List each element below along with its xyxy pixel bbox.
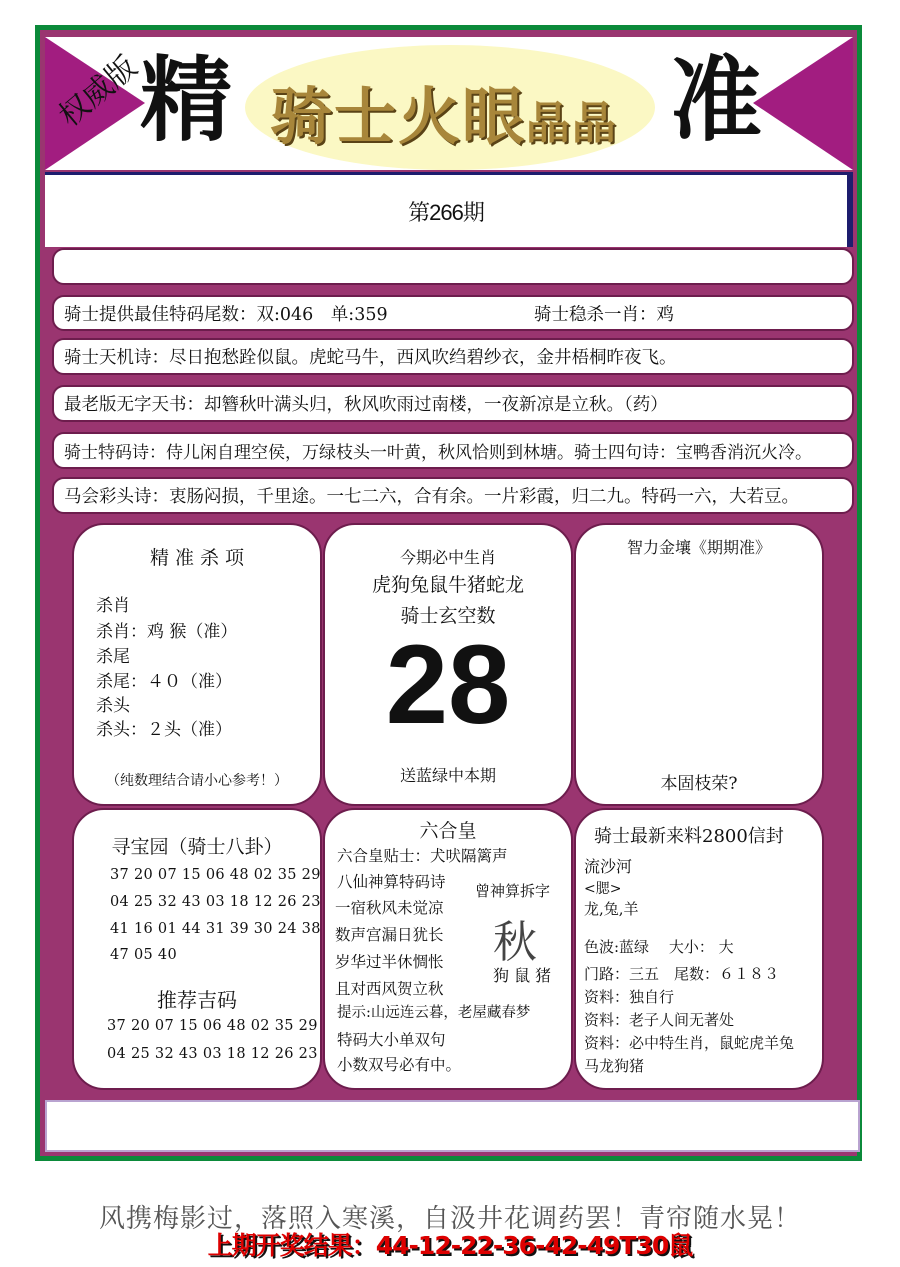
row-poem-3: 骑士特码诗：侍儿闲自理空侯，万绿枝头一叶黄，秋风恰则到林塘。骑士四句诗：宝鸭香消沉火冷。 (52, 432, 854, 469)
period-label: 第266期 (45, 172, 853, 247)
last-result: 上期开奖结果：44-12-22-36-42-49T30鼠 (207, 1231, 693, 1260)
number-line: 04 25 32 43 03 18 12 26 23 (107, 1046, 318, 1062)
center-box (323, 523, 573, 806)
row-poem-4: 马会彩头诗：衷肠闷损，千里途。一七二六，合有余。一片彩霞，归二九。特码一六，大若豆。 (52, 477, 854, 514)
latest-line: 龙,兔,羊 (584, 900, 639, 918)
number-line: 37 20 07 15 06 48 02 35 29 (110, 867, 321, 883)
center-line: 今期必中生肖 (399, 548, 496, 567)
row-kill-zodiac: 骑士稳杀一肖：鸡 (534, 304, 674, 325)
number-line: 41 16 01 44 31 39 30 24 38 (110, 921, 321, 937)
liuhe-tip: 六合皇贴士：犬吠隔篱声 (337, 847, 508, 865)
kill-title: 精 准 杀 项 (149, 547, 245, 569)
treasure-box (72, 808, 322, 1090)
row-tail-numbers (52, 295, 854, 331)
left-char: 精 (140, 47, 233, 154)
poem-line: 岁华过半休惆怅 (335, 953, 444, 971)
poem-line: 数声宫漏日犹长 (335, 926, 444, 944)
zhili-box (574, 523, 824, 806)
liuhe-hint: 提示:山远连云暮，老屋藏春梦 (337, 1005, 531, 1021)
latest-line: <腮> (584, 881, 622, 897)
blank-row (52, 248, 854, 285)
latest-info: 资料：必中特生肖，鼠蛇虎羊兔 (584, 1034, 795, 1052)
authority-label: 权威版 (52, 49, 144, 135)
row-text: 骑士提供最佳特码尾数：双:046 单:359 (64, 304, 388, 325)
zhili-title: 智力金壤《期期准》 (626, 538, 771, 557)
latest-title: 骑士最新来料2800信封 (594, 826, 784, 847)
kill-line: 杀肖 (96, 596, 130, 616)
latest-info: 资料：老子人间无著处 (584, 1011, 735, 1029)
latest-box (574, 808, 824, 1090)
poem-line: 八仙神算特码诗 (337, 873, 446, 891)
lucky-number: 28 (385, 622, 511, 747)
kill-line: 杀头：２头（准） (96, 720, 232, 740)
treasure-title: 寻宝园（骑士八卦） (111, 836, 283, 858)
kill-line: 杀头 (96, 696, 130, 716)
latest-door: 门路：三五 尾数：６１８３ (584, 965, 780, 983)
liuhe-title: 六合皇 (419, 820, 477, 842)
kill-line: 杀肖：鸡 猴（准） (96, 622, 238, 642)
kill-line: 杀尾：４０（准） (96, 672, 232, 692)
center-zodiacs: 虎狗兔鼠牛猪蛇龙 (371, 574, 524, 596)
number-line: 37 20 07 15 06 48 02 35 29 (107, 1018, 318, 1034)
center-line: 送蓝绿中本期 (399, 766, 496, 785)
right-char: 准 (670, 47, 763, 154)
poem-line: 且对西风贺立秋 (335, 980, 444, 998)
kill-line: 杀尾 (96, 647, 130, 667)
liuhe-line: 特码大小单双句 (337, 1031, 446, 1049)
latest-info: 马龙狗猪 (584, 1057, 645, 1075)
chaizi-char: 秋 (493, 917, 537, 968)
right-triangle (753, 37, 853, 170)
liuhe-box (323, 808, 573, 1090)
liuhe-line: 小数双号必有中。 (337, 1056, 462, 1074)
row-poem-1: 骑士天机诗：尽日抱愁跧似鼠。虎蛇马牛，西风吹绉碧纱衣，金井梧桐昨夜飞。 (52, 338, 854, 375)
poem-line: 一宿秋风未觉凉 (335, 899, 444, 917)
chaizi-animals: 狗 鼠 猪 (493, 966, 552, 985)
bottom-blank-box (45, 1100, 860, 1152)
flyer-frame (35, 25, 862, 1161)
header-banner (45, 37, 853, 170)
row-poem-2: 最老版无字天书：却簪秋叶满头归，秋风吹雨过南楼，一夜新凉是立秋。（药） (52, 385, 854, 422)
number-line: 47 05 40 (110, 947, 177, 963)
brand-main: 骑士火眼 (270, 80, 527, 153)
latest-info: 资料：独自行 (584, 988, 675, 1006)
chaizi-title: 曾神算拆字 (475, 882, 551, 900)
zhili-bottom: 本固枝荣? (660, 774, 738, 794)
brand-small: 晶晶 (526, 98, 619, 149)
brand-title (270, 67, 618, 156)
center-line: 骑士玄空数 (400, 605, 496, 627)
recommend-title: 推荐吉码 (157, 988, 237, 1012)
kill-note: （纯数理结合请小心参考！） (106, 773, 288, 789)
number-line: 04 25 32 43 03 18 12 26 23 (110, 894, 321, 910)
latest-color: 色波:蓝绿 大小： 大 (584, 938, 734, 956)
footer-poem: 风携梅影过，落照入寒溪，自汲井花调药罢！青帘随水晃！ (98, 1204, 801, 1234)
latest-line: 流沙河 (584, 857, 633, 876)
kill-box (72, 523, 322, 806)
